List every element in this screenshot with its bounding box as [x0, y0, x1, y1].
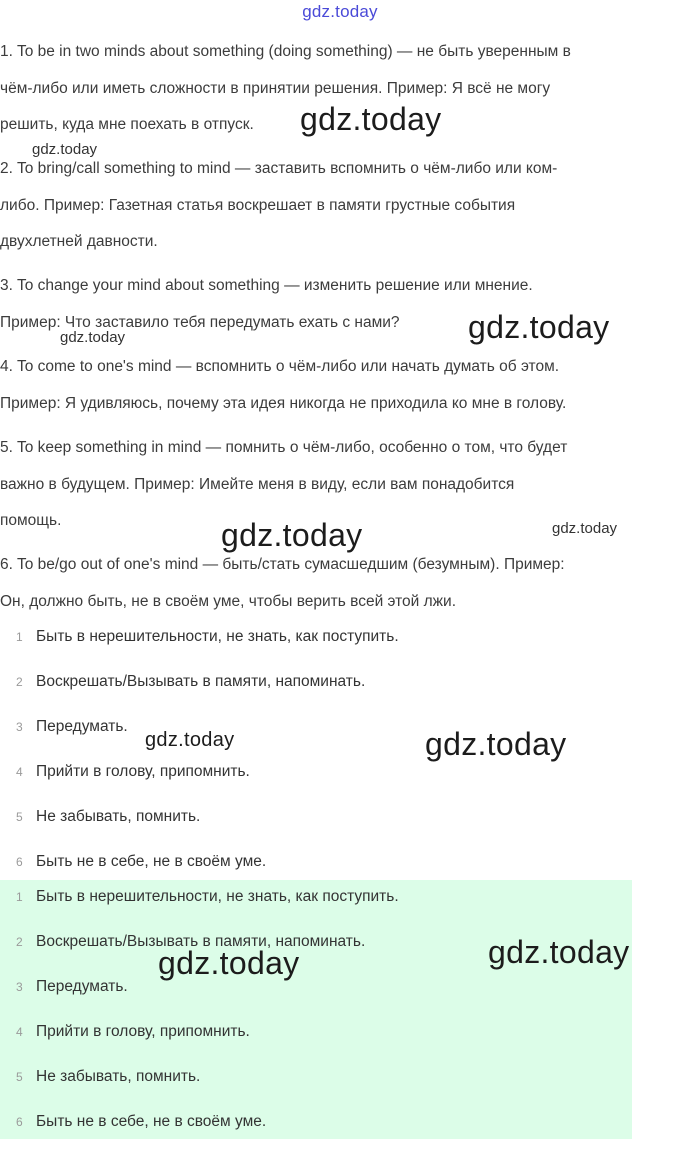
- item-number: 5: [16, 810, 23, 824]
- list-item: [0, 760, 620, 805]
- watermark-small: gdz.today: [145, 729, 235, 751]
- item-text: Быть не в себе, не в своём уме.: [36, 1113, 267, 1130]
- item-text: Воскрешать/Вызывать в памяти, напоминать.: [36, 673, 366, 690]
- paragraph-line: 3. To change your mind about something — изменить решение или мнение.: [0, 277, 533, 294]
- watermark-small: gdz.today: [552, 520, 618, 537]
- item-text: Прийти в голову, припомнить.: [36, 1023, 250, 1040]
- answers-highlighted-list: [0, 880, 632, 1139]
- item-number: 4: [16, 765, 23, 779]
- item-text: Прийти в голову, припомнить.: [36, 763, 250, 780]
- item-text: Быть в нерешительности, не знать, как поступить.: [36, 888, 399, 905]
- item-text: Передумать.: [36, 718, 128, 735]
- paragraph-line: 4. To come to one's mind — вспомнить о чём-либо или начать думать об этом.: [0, 358, 560, 375]
- paragraph-line: Пример: Что заставило тебя передумать ехать с нами?: [0, 313, 400, 331]
- watermark: gdz.today: [158, 945, 300, 981]
- watermark: gdz.today: [488, 934, 630, 970]
- item-text: Воскрешать/Вызывать в памяти, напоминать.: [36, 933, 366, 950]
- item-text: Не забывать, помнить.: [36, 808, 201, 825]
- watermark: gdz.today: [221, 517, 363, 553]
- item-number: 3: [16, 980, 23, 994]
- item-number: 2: [16, 935, 23, 949]
- paragraph-line: 6. To be/go out of one's mind — быть/стать сумасшедшим (безумным). Пример:: [0, 556, 565, 573]
- item-number: 5: [16, 1070, 23, 1084]
- list-item: [0, 625, 620, 670]
- paragraph-line: помощь.: [0, 512, 62, 529]
- item-number: 1: [16, 630, 23, 644]
- item-number: 1: [16, 890, 23, 904]
- item-text: Не забывать, помнить.: [36, 1068, 201, 1085]
- item-text: Быть в нерешительности, не знать, как поступить.: [36, 628, 399, 645]
- item-number: 6: [16, 855, 23, 869]
- header-watermark: gdz.today: [302, 2, 378, 21]
- list-item: [0, 975, 620, 1020]
- watermark-small: gdz.today: [32, 141, 98, 158]
- paragraph-line: 2. To bring/call something to mind — заставить вспомнить о чём-либо или ком-: [0, 160, 558, 177]
- paragraph-2: [0, 151, 676, 261]
- list-item: [0, 805, 620, 850]
- list-item: [0, 885, 620, 930]
- watermark-small: gdz.today: [60, 329, 126, 346]
- item-number: 2: [16, 675, 23, 689]
- paragraph-line: двухлетней давности.: [0, 233, 158, 250]
- paragraph-line: решить, куда мне поехать в отпуск.: [0, 116, 254, 133]
- item-number: 4: [16, 1025, 23, 1039]
- list-item: [0, 670, 620, 715]
- paragraph-line: важно в будущем. Пример: Имейте меня в виду, если вам понадобится: [0, 475, 515, 493]
- paragraph-line: 1. To be in two minds about something (doing something) — не быть уверенным в: [0, 43, 571, 60]
- item-number: 3: [16, 720, 23, 734]
- paragraph-6: [0, 547, 676, 620]
- item-text: Передумать.: [36, 978, 128, 995]
- item-text: Быть не в себе, не в своём уме.: [36, 853, 267, 870]
- watermark: gdz.today: [468, 309, 610, 345]
- watermark: gdz.today: [300, 101, 442, 137]
- list-item: [0, 1110, 620, 1155]
- list-item: [0, 1020, 620, 1065]
- paragraph-4: [0, 349, 676, 422]
- paragraph-line: либо. Пример: Газетная статья воскрешает в памяти грустные события: [0, 196, 516, 214]
- paragraph-line: 5. To keep something in mind — помнить о чём-либо, особенно о том, что будет: [0, 439, 568, 456]
- item-number: 6: [16, 1115, 23, 1129]
- watermark: gdz.today: [425, 726, 567, 762]
- paragraph-line: чём-либо или иметь сложности в принятии решения. Пример: Я всё не могу: [0, 79, 551, 97]
- list-item: [0, 1065, 620, 1110]
- paragraph-line: Пример: Я удивляюсь, почему эта идея никогда не приходила ко мне в голову.: [0, 394, 567, 412]
- paragraph-line: Он, должно быть, не в своём уме, чтобы верить всей этой лжи.: [0, 592, 457, 610]
